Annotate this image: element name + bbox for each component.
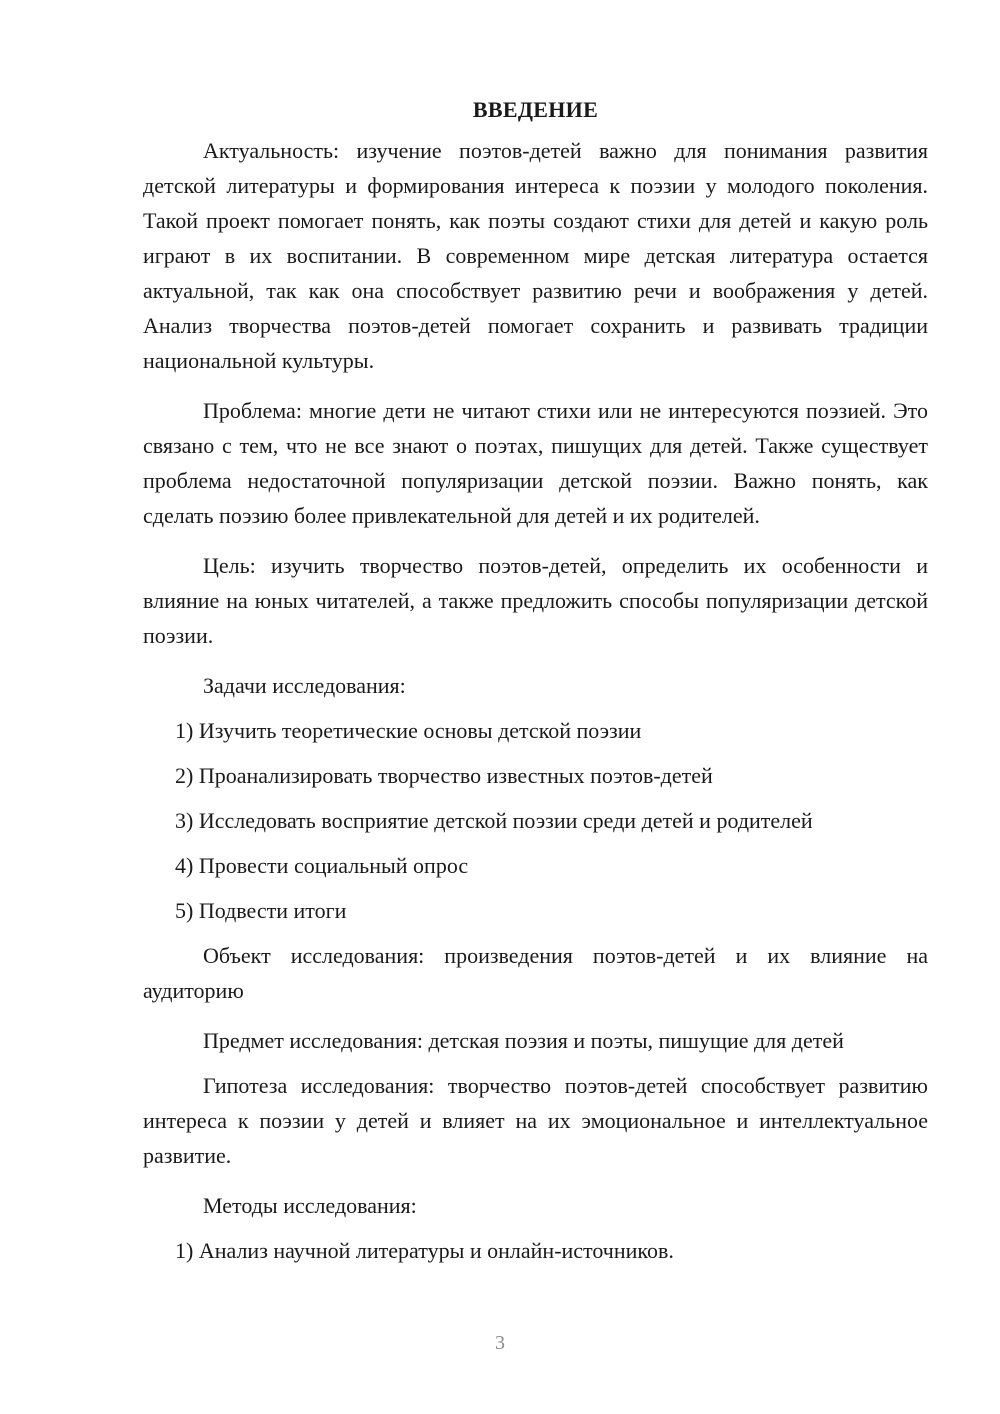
section-title: ВВЕДЕНИЕ bbox=[472, 97, 599, 122]
task-item: 4) Провести социальный опрос bbox=[175, 853, 469, 878]
tasks-heading: Задачи исследования: bbox=[203, 673, 406, 698]
task-item: 3) Исследовать восприятие детской поэзии среди детей и родителей bbox=[175, 808, 813, 833]
page-number: 3 bbox=[495, 1332, 505, 1354]
task-item: 5) Подвести итоги bbox=[175, 898, 347, 923]
goal-paragraph: Цель: изучить творчество поэтов-детей, определить их особенности и влияние на юных читателей, а также предложить способы популяризации детской поэзии. bbox=[143, 553, 928, 648]
methods-heading: Методы исследования: bbox=[203, 1193, 417, 1218]
page-content bbox=[143, 92, 928, 1278]
relevance-paragraph: Актуальность: изучение поэтов-детей важно для понимания развития детской литературы и формирования интереса к поэзии у молодого поколения. Такой проект помогает понять, как поэты создают стихи для детей и какую роль играют в их воспитании. В современном мире детская литература остается актуальной, так как она способствует развитию речи и воображения у детей. Анализ творчества поэтов-детей помогает сохранить и развивать традиции национальной культуры. bbox=[143, 138, 928, 373]
problem-paragraph: Проблема: многие дети не читают стихи или не интересуются поэзией. Это связано с тем, что не все знают о поэтах, пишущих для детей. Также существует проблема недостаточной популяризации детской поэзии. Важно понять, как сделать поэзию более привлекательной для детей и их родителей. bbox=[143, 398, 928, 528]
hypothesis-paragraph: Гипотеза исследования: творчество поэтов-детей способствует развитию интереса к поэзии у детей и влияет на их эмоциональное и интеллектуальное развитие. bbox=[143, 1073, 928, 1168]
subject-paragraph: Предмет исследования: детская поэзия и поэты, пишущие для детей bbox=[203, 1028, 844, 1053]
task-item: 1) Изучить теоретические основы детской поэзии bbox=[175, 718, 642, 743]
method-item: 1) Анализ научной литературы и онлайн-источников. bbox=[175, 1238, 674, 1263]
object-paragraph: Объект исследования: произведения поэтов-детей и их влияние на аудиторию bbox=[143, 943, 928, 1003]
task-item: 2) Проанализировать творчество известных поэтов-детей bbox=[175, 763, 713, 788]
